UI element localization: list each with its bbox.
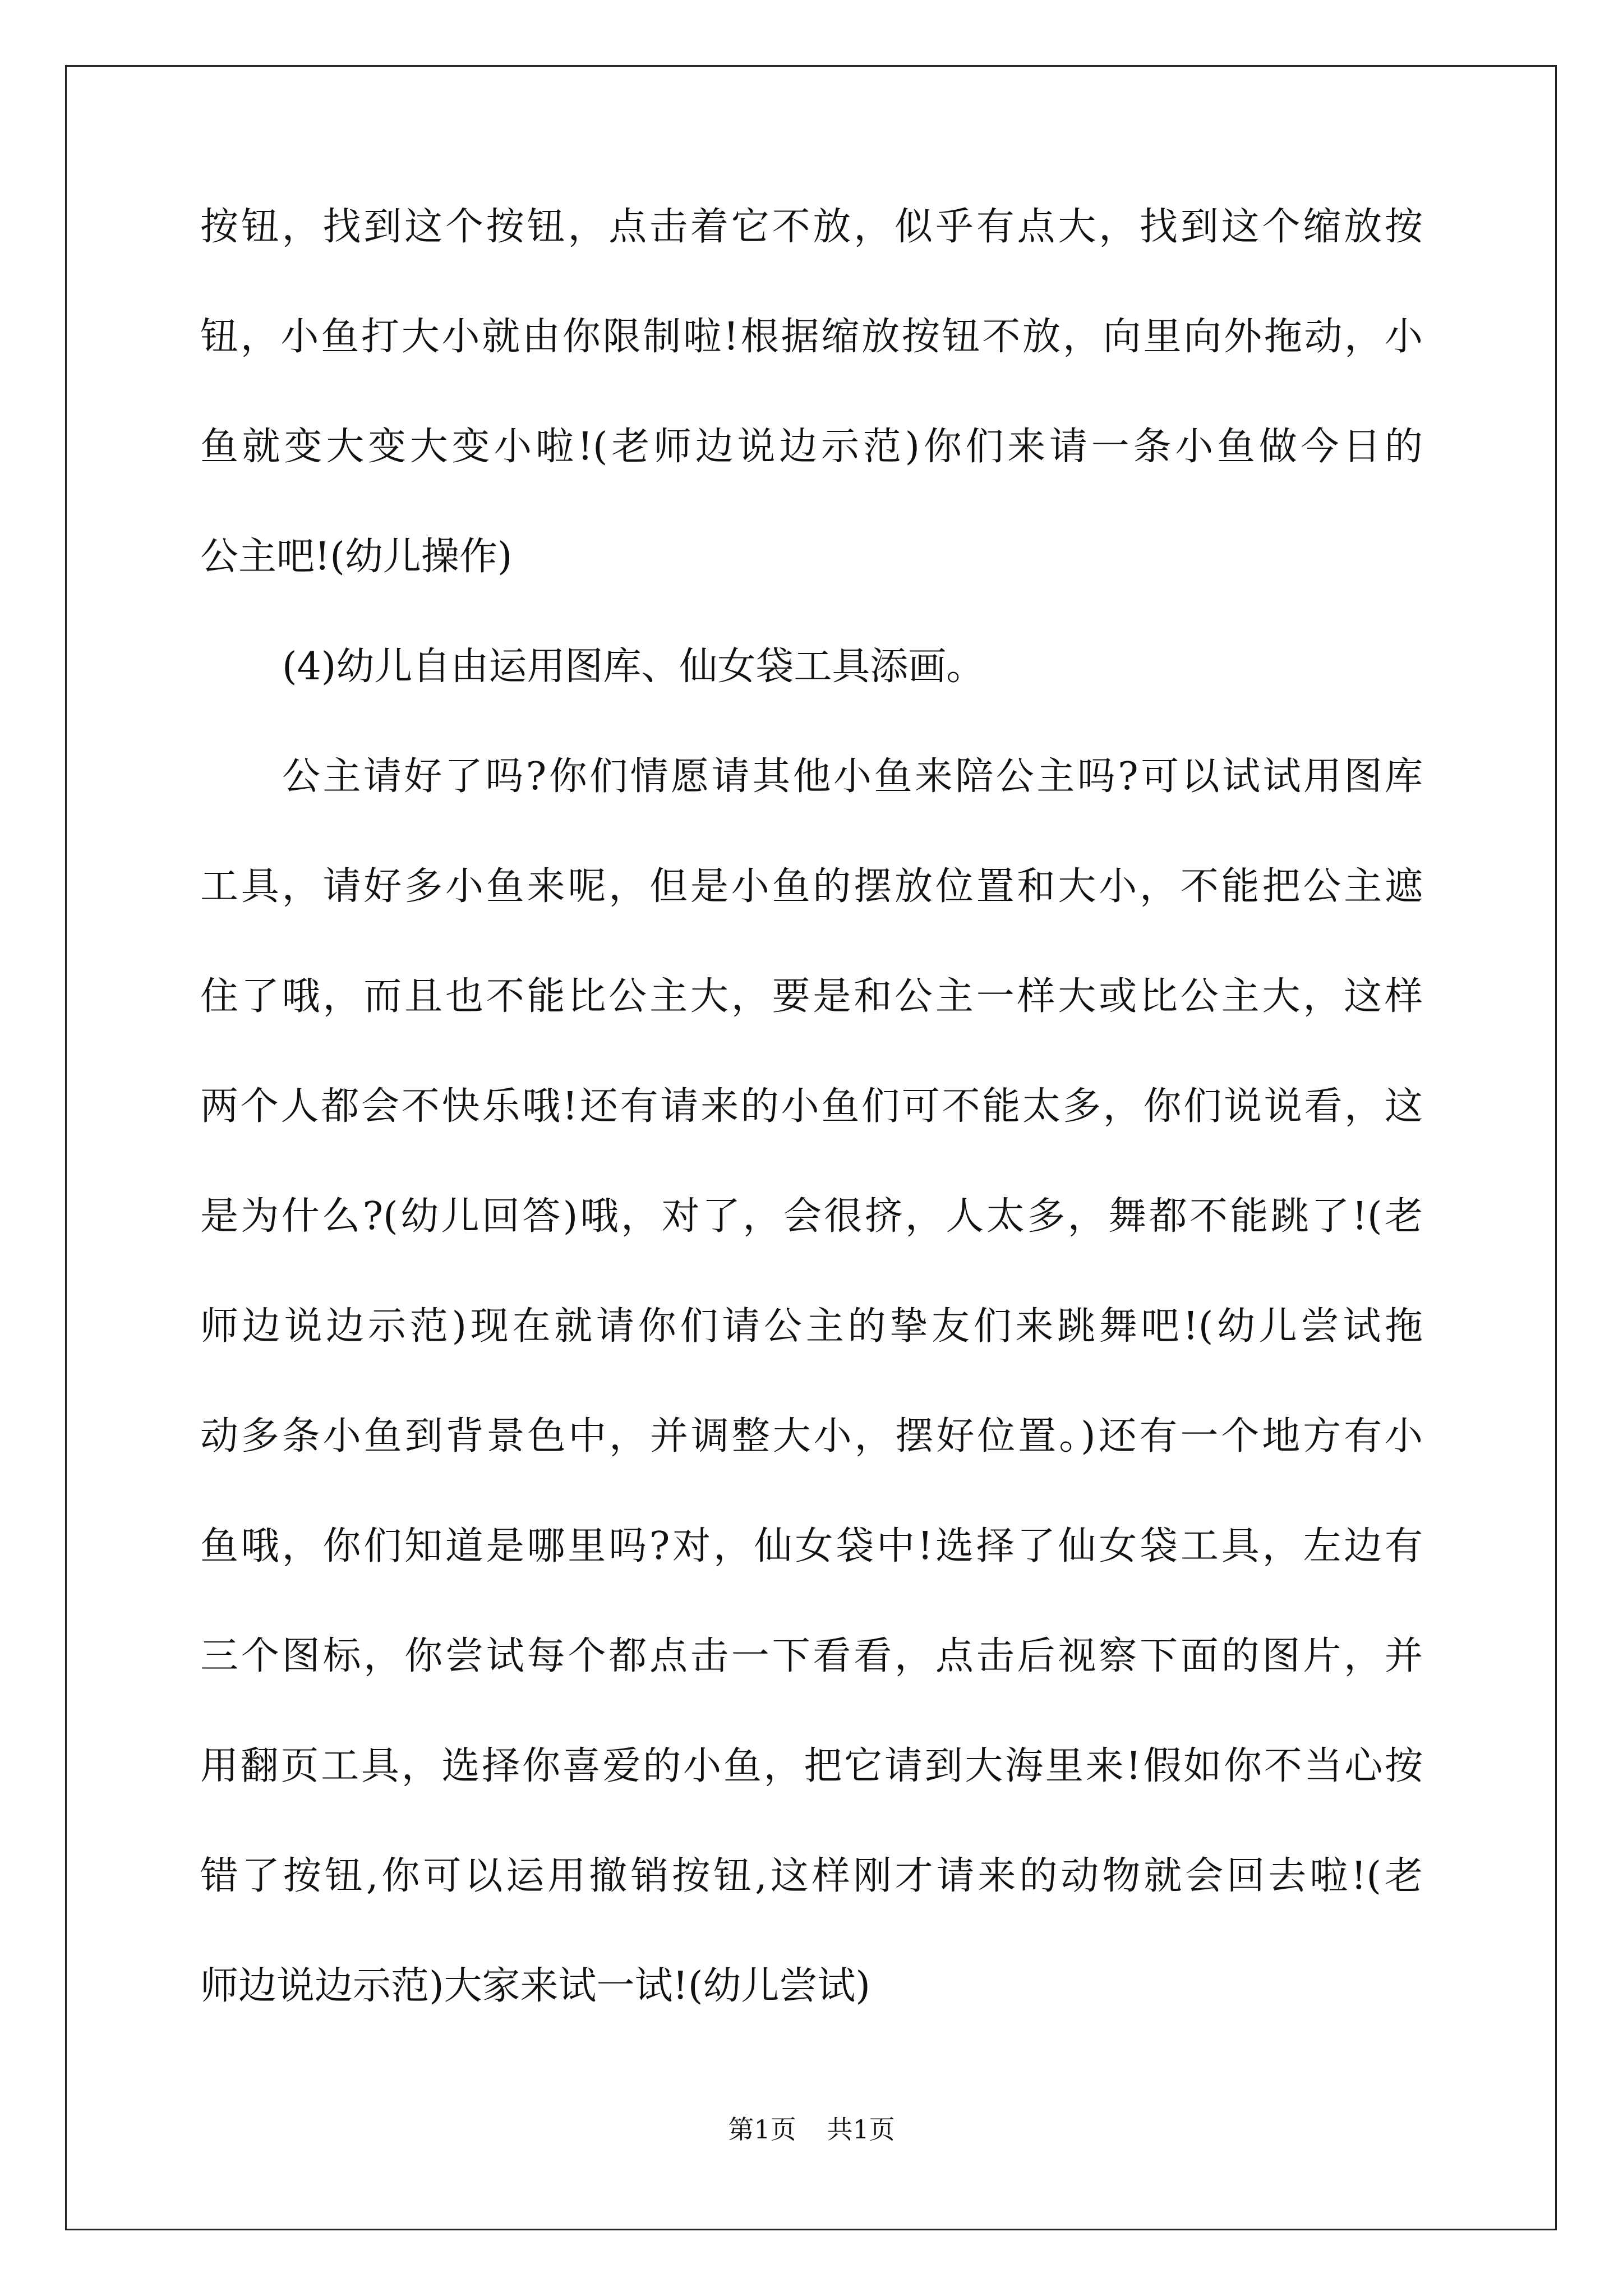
text-line-content: 工具，请好多小鱼来呢，但是小鱼的摆放位置和大小，不能把公主遮 — [200, 864, 1423, 909]
text-line-content: 住了哦，而且也不能比公主大，要是和公主一样大或比公主大，这样 — [200, 974, 1423, 1019]
text-line-content: 公主请好了吗?你们情愿请其他小鱼来陪公主吗?可以试试用图库 — [282, 754, 1423, 799]
text-line — [200, 536, 1423, 646]
text-line-content: (4)幼儿自由运用图库、仙女袋工具添画。 — [282, 645, 985, 689]
text-line — [200, 1086, 1423, 1196]
text-line — [200, 866, 1423, 976]
document-body — [200, 206, 1423, 2076]
page-footer — [0, 2109, 1623, 2146]
text-line-content: 两个人都会不快乐哦!还有请来的小鱼们可不能太多，你们说说看，这 — [200, 1084, 1423, 1129]
text-line — [200, 976, 1423, 1086]
text-line — [200, 1856, 1423, 1966]
text-line-content: 鱼就变大变大变小啦!(老师边说边示范)你们来请一条小鱼做今日的 — [200, 425, 1423, 469]
text-line-content: 师边说边示范)现在就请你们请公主的挚友们来跳舞吧!(幼儿尝试拖 — [200, 1304, 1423, 1349]
page-total: 共1页 — [827, 2114, 895, 2145]
text-line-content: 用翻页工具，选择你喜爱的小鱼，把它请到大海里来!假如你不当心按 — [200, 1744, 1423, 1788]
text-line — [200, 1966, 1423, 2076]
text-line — [200, 316, 1423, 426]
text-line — [200, 1306, 1423, 1416]
text-line-content: 错了按钮,你可以运用撤销按钮,这样刚才请来的动物就会回去啦!(老 — [200, 1854, 1423, 1898]
text-line — [200, 1196, 1423, 1306]
text-line — [200, 1416, 1423, 1526]
text-line-content: 鱼哦，你们知道是哪里吗?对，仙女袋中!选择了仙女袋工具，左边有 — [200, 1524, 1423, 1568]
text-line-content: 按钮，找到这个按钮，点击着它不放，似乎有点大，找到这个缩放按 — [200, 205, 1423, 249]
text-line-content: 是为什么?(幼儿回答)哦，对了，会很挤，人太多，舞都不能跳了!(老 — [200, 1194, 1423, 1239]
text-line-content: 动多条小鱼到背景色中，并调整大小，摆好位置。)还有一个地方有小 — [200, 1414, 1423, 1458]
text-line — [200, 426, 1423, 536]
page-number: 第1页 — [728, 2114, 796, 2145]
text-line — [200, 646, 1423, 756]
text-line — [200, 206, 1423, 316]
text-line-content: 三个图标，你尝试每个都点击一下看看，点击后视察下面的图片，并 — [200, 1634, 1423, 1678]
text-line — [200, 1526, 1423, 1636]
text-line-content: 钮，小鱼打大小就由你限制啦!根据缩放按钮不放，向里向外拖动，小 — [200, 315, 1423, 359]
text-line — [200, 1636, 1423, 1746]
text-line-content: 师边说边示范)大家来试一试!(幼儿尝试) — [200, 1964, 870, 2008]
text-line — [200, 756, 1423, 866]
text-line — [200, 1746, 1423, 1856]
text-line-content: 公主吧!(幼儿操作) — [200, 535, 513, 579]
